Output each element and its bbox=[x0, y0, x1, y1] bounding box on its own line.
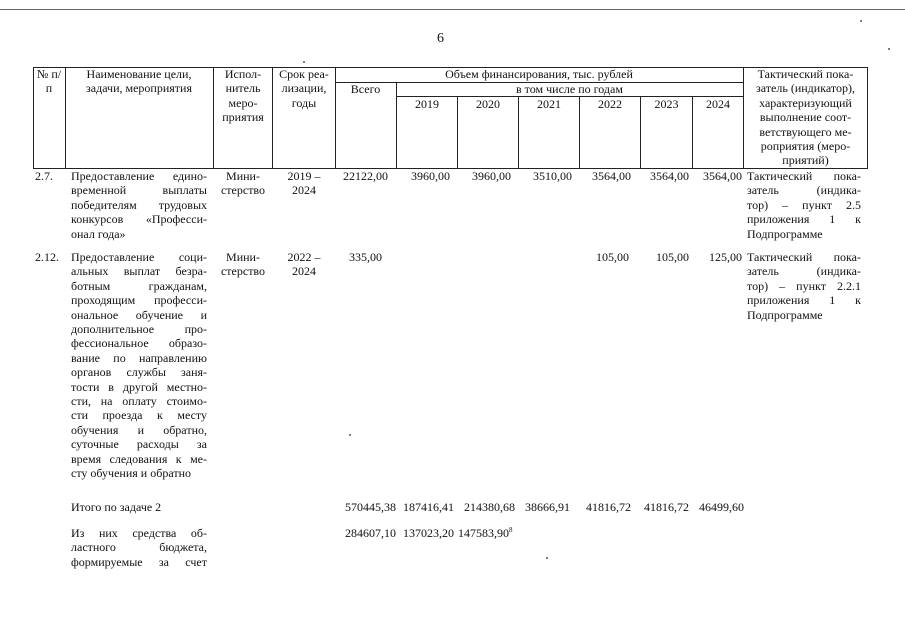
scan-speck bbox=[303, 61, 305, 63]
row-indicator-line: Подпрограмме bbox=[747, 307, 823, 322]
row-value-2020: 3960,00 bbox=[472, 169, 511, 183]
row-number: 2.7. bbox=[35, 169, 53, 183]
total-row-value-2020: 214380,68 bbox=[464, 500, 515, 514]
column-divider bbox=[867, 67, 868, 169]
row-name-line: вание по направлению bbox=[71, 350, 207, 365]
scan-speck bbox=[860, 20, 862, 22]
regional-row-label bbox=[71, 526, 207, 569]
row-indicator-line: Тактический пока- bbox=[747, 250, 861, 264]
row-value-2019: 3960,00 bbox=[411, 169, 450, 183]
footnote-marker: 8 bbox=[509, 526, 513, 534]
row-name-line: дополнительное про- bbox=[71, 322, 207, 337]
row-indicator-line: затель (индика- bbox=[747, 183, 861, 198]
row-name-line: ботным гражданам, bbox=[71, 278, 207, 293]
row-number: 2.12. bbox=[35, 250, 59, 264]
regional-row-value-2020-text: 147583,90 bbox=[458, 526, 509, 540]
row-term-line: 2022 – bbox=[287, 250, 321, 264]
row-total: 335,00 bbox=[349, 250, 382, 264]
row-term bbox=[274, 169, 334, 198]
row-executor bbox=[216, 169, 270, 198]
row-name-line: тости в другой местно- bbox=[71, 379, 207, 394]
row-value-2023: 3564,00 bbox=[650, 169, 689, 183]
row-name bbox=[71, 169, 207, 241]
row-indicator-line: приложения 1 к bbox=[747, 212, 861, 227]
regional-row-label-line: формируемые за счет bbox=[71, 554, 207, 569]
row-name-line: конкурсов «Професси- bbox=[71, 212, 207, 227]
row-value-2021: 3510,00 bbox=[533, 169, 572, 183]
row-executor-line: стерство bbox=[220, 183, 266, 198]
header-year-2022: 2022 bbox=[598, 97, 622, 111]
row-indicator-line: приложения 1 к bbox=[747, 293, 861, 308]
column-divider bbox=[213, 67, 214, 169]
row-executor bbox=[216, 250, 270, 279]
row-name-line: обучения и обратно, bbox=[71, 422, 207, 437]
header-year-2020: 2020 bbox=[476, 97, 500, 111]
header-indicator: Тактический пока-затель (индикатор), характеризующий выполнение соот-ветствующего ме-роприятия (меро-приятий) bbox=[756, 67, 855, 168]
row-indicator-line: Подпрограмме bbox=[747, 226, 823, 241]
page-number: 6 bbox=[437, 31, 444, 46]
column-divider bbox=[65, 67, 66, 169]
row-value-2022: 105,00 bbox=[596, 250, 629, 264]
scan-speck bbox=[349, 434, 351, 436]
row-executor-line: Мини- bbox=[226, 250, 260, 264]
row-value-2022: 3564,00 bbox=[592, 169, 631, 183]
row-indicator-line: тор) – пункт 2.2.1 bbox=[747, 278, 861, 293]
column-divider bbox=[272, 67, 273, 169]
row-total: 22122,00 bbox=[343, 169, 388, 183]
row-value-2024: 125,00 bbox=[709, 250, 742, 264]
row-executor-line: стерство bbox=[220, 264, 266, 279]
row-name bbox=[71, 250, 207, 481]
row-indicator bbox=[747, 169, 861, 241]
total-row-label: Итого по задаче 2 bbox=[71, 500, 162, 514]
row-executor-line: Мини- bbox=[226, 169, 260, 183]
total-row-value-2021: 38666,91 bbox=[525, 500, 570, 514]
row-name-line: проходящим професси- bbox=[71, 293, 207, 308]
total-row-value-2019: 187416,41 bbox=[403, 500, 454, 514]
row-name-line: фессиональное образо- bbox=[71, 336, 207, 351]
row-name-line: Предоставление соци- bbox=[71, 250, 207, 264]
row-name-line: временной выплаты bbox=[71, 183, 207, 198]
regional-row-label-line: ластного бюджета, bbox=[71, 540, 207, 555]
header-by-years: в том числе по годам bbox=[516, 82, 623, 96]
regional-row-value-2020 bbox=[458, 526, 518, 540]
header-executor: Испол-нитель меро-приятия bbox=[222, 67, 264, 125]
row-indicator bbox=[747, 250, 861, 322]
scan-speck bbox=[888, 48, 890, 50]
row-name-line: онал года» bbox=[71, 226, 126, 241]
total-row-value-2022: 41816,72 bbox=[586, 500, 631, 514]
header-term: Срок реа-лизации, годы bbox=[279, 67, 329, 110]
regional-row-value-2019: 137023,20 bbox=[403, 526, 454, 540]
row-term-line: 2024 bbox=[292, 264, 316, 279]
row-name-line: сти проезда к месту bbox=[71, 408, 207, 423]
row-term bbox=[274, 250, 334, 279]
top-rule bbox=[0, 9, 905, 10]
regional-row-label-line: Из них средства об- bbox=[71, 526, 207, 540]
header-financing: Объем финансирования, тыс. рублей bbox=[445, 67, 633, 81]
row-name-line: Предоставление едино- bbox=[71, 169, 207, 183]
row-indicator-line: Тактический пока- bbox=[747, 169, 861, 183]
column-divider bbox=[33, 67, 34, 169]
row-name-line: органов службы заня- bbox=[71, 365, 207, 380]
row-name-line: суточные расходы за bbox=[71, 437, 207, 452]
regional-row-total: 284607,10 bbox=[345, 526, 396, 540]
header-year-2019: 2019 bbox=[415, 97, 439, 111]
row-name-line: сту обучения и обратно bbox=[71, 466, 191, 481]
header-year-2024: 2024 bbox=[706, 97, 730, 111]
header-year-2023: 2023 bbox=[654, 97, 679, 111]
row-indicator-line: затель (индика- bbox=[747, 264, 861, 279]
scan-speck bbox=[546, 557, 548, 559]
header-name: Наименование цели, задачи, мероприятия bbox=[86, 67, 192, 96]
header-number: № п/п bbox=[36, 67, 62, 96]
header-total: Всего bbox=[350, 82, 381, 96]
row-name-line: время следования к ме- bbox=[71, 451, 207, 466]
row-name-line: сти, на оплату стоимо- bbox=[71, 394, 207, 409]
row-name-line: альных выплат безра- bbox=[71, 264, 207, 279]
row-indicator-line: тор) – пункт 2.5 bbox=[747, 197, 861, 212]
row-name-line: победителям трудовых bbox=[71, 197, 207, 212]
row-term-line: 2019 – bbox=[287, 169, 321, 183]
row-term-line: 2024 bbox=[292, 183, 316, 198]
row-value-2024: 3564,00 bbox=[703, 169, 742, 183]
total-row-total: 570445,38 bbox=[345, 500, 396, 514]
total-row-value-2023: 41816,72 bbox=[644, 500, 689, 514]
row-value-2023: 105,00 bbox=[656, 250, 689, 264]
column-divider bbox=[743, 67, 744, 169]
header-year-2021: 2021 bbox=[537, 97, 561, 111]
row-name-line: ональное обучение и bbox=[71, 307, 207, 322]
total-row-value-2024: 46499,60 bbox=[699, 500, 744, 514]
